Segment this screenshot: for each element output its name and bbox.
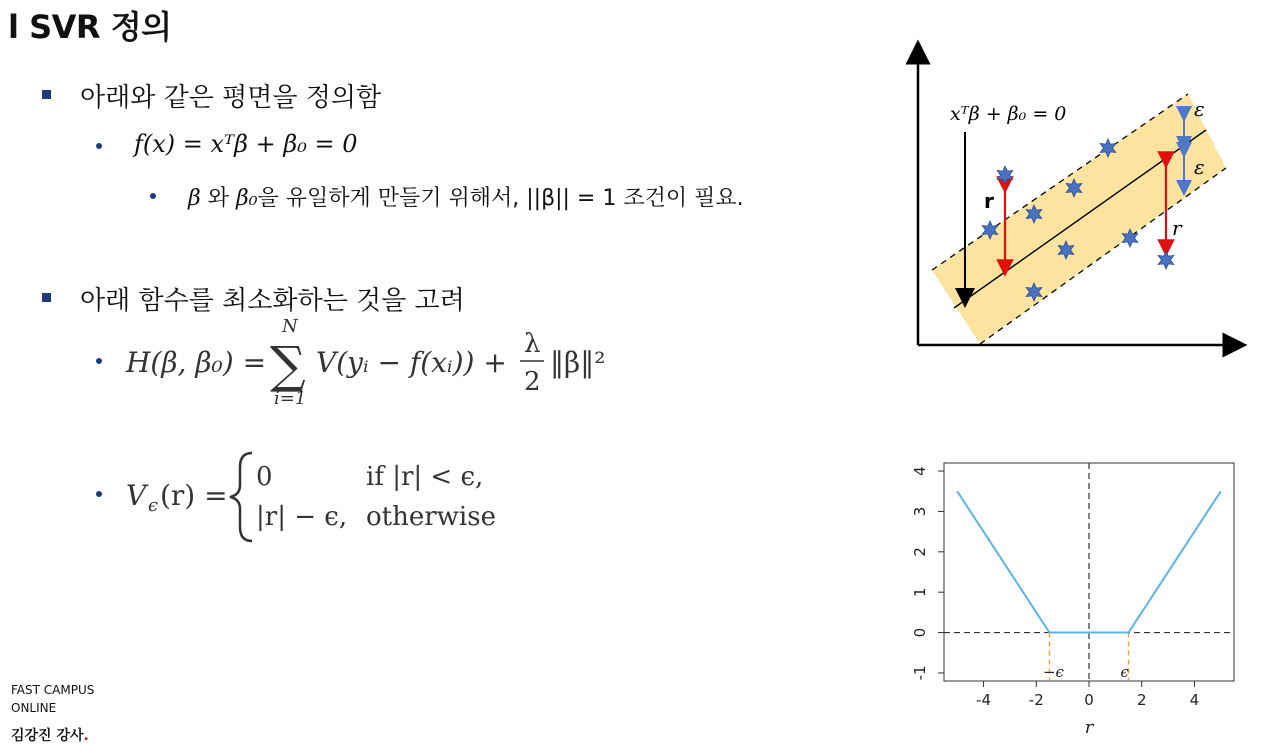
red-dot-icon: . [83, 728, 89, 744]
bullet-1-text: 아래와 같은 평면을 정의함 [80, 83, 382, 113]
x-tick-label: 0 [1084, 691, 1094, 709]
eq-h-sum-bottom: i=1 [274, 388, 307, 409]
plane-label: xᵀβ + β₀ = 0 [950, 103, 1067, 125]
beta-symbol: β [188, 186, 201, 211]
case-2-condition: otherwise [366, 502, 496, 532]
eq-h-lhs: H(β, β₀) = [126, 346, 267, 379]
y-tick-label: 3 [911, 506, 929, 517]
epsilon-label-lower: ε [1194, 155, 1205, 179]
loss-equation [120, 445, 540, 545]
slide-title: l SVR 정의 [8, 8, 172, 46]
beta0-symbol: β₀ [235, 186, 258, 211]
eq-h-term: V(yᵢ − f(xᵢ)) + [316, 346, 507, 379]
case-1-condition: if |r| < ϵ, [366, 462, 484, 492]
epsilon-label-upper: ε [1194, 97, 1205, 121]
epsilon-marker-label: ϵ [1120, 663, 1129, 681]
case-2-value: |r| − ϵ, [256, 502, 348, 532]
epsilon-marker-label: −ϵ [1042, 663, 1064, 681]
plane-equation: f(x) = xᵀβ + β₀ = 0 [134, 130, 358, 158]
eq-v-sub: ϵ [148, 495, 159, 516]
x-axis-label: r [1084, 717, 1094, 738]
eq-h-sum: ∑ [270, 336, 306, 394]
dot-bullet-icon [96, 491, 102, 497]
instructor-name-text: 김강진 강사 [11, 728, 84, 744]
eq-h-two: 2 [524, 367, 541, 397]
y-tick-label: -1 [911, 665, 929, 681]
x-tick-label: -2 [1028, 691, 1044, 709]
x-tick-label: 4 [1189, 691, 1200, 709]
eq-v-arg: (r) = [160, 479, 228, 512]
epsilon-loss-chart [896, 455, 1256, 745]
loss-curve [957, 491, 1221, 632]
square-bullet-icon [42, 293, 51, 302]
left-brace-icon [230, 453, 252, 541]
constraint-rest: 을 유일하게 만들기 위해서, ||β|| = 1 조건이 필요. [257, 186, 744, 211]
y-tick-label: 0 [911, 627, 929, 638]
constraint-text [188, 181, 744, 212]
connector-text: 와 [200, 186, 236, 211]
instructor-name [11, 725, 89, 745]
footer-brand-line-1: FAST CAMPUS [11, 683, 95, 697]
case-1-value: 0 [256, 462, 273, 492]
y-tick-label: 4 [911, 466, 929, 476]
footer-brand-line-2: ONLINE [11, 701, 57, 715]
regression-line [954, 130, 1206, 308]
objective-equation [120, 310, 620, 420]
y-tick-label: 1 [911, 587, 929, 597]
star-point-icon [997, 166, 1013, 184]
eq-h-lambda: λ [524, 329, 541, 359]
eq-v-lhs: V [126, 479, 147, 512]
y-tick-label: 2 [911, 547, 929, 557]
eq-h-norm: ‖β‖² [550, 346, 606, 379]
star-point-icon [1158, 251, 1174, 269]
residual-label-right: r [1172, 216, 1182, 240]
dot-bullet-icon [96, 143, 102, 149]
dot-bullet-icon [150, 193, 156, 199]
dot-bullet-icon [96, 358, 102, 364]
bullet-2-text: 아래 함수를 최소화하는 것을 고려 [80, 286, 465, 316]
x-tick-label: 2 [1136, 691, 1147, 709]
svr-band-diagram [900, 40, 1260, 370]
residual-label-left: r [984, 189, 994, 213]
x-tick-label: -4 [976, 691, 992, 709]
eq-h-sum-top: N [282, 316, 298, 337]
square-bullet-icon [42, 90, 51, 99]
